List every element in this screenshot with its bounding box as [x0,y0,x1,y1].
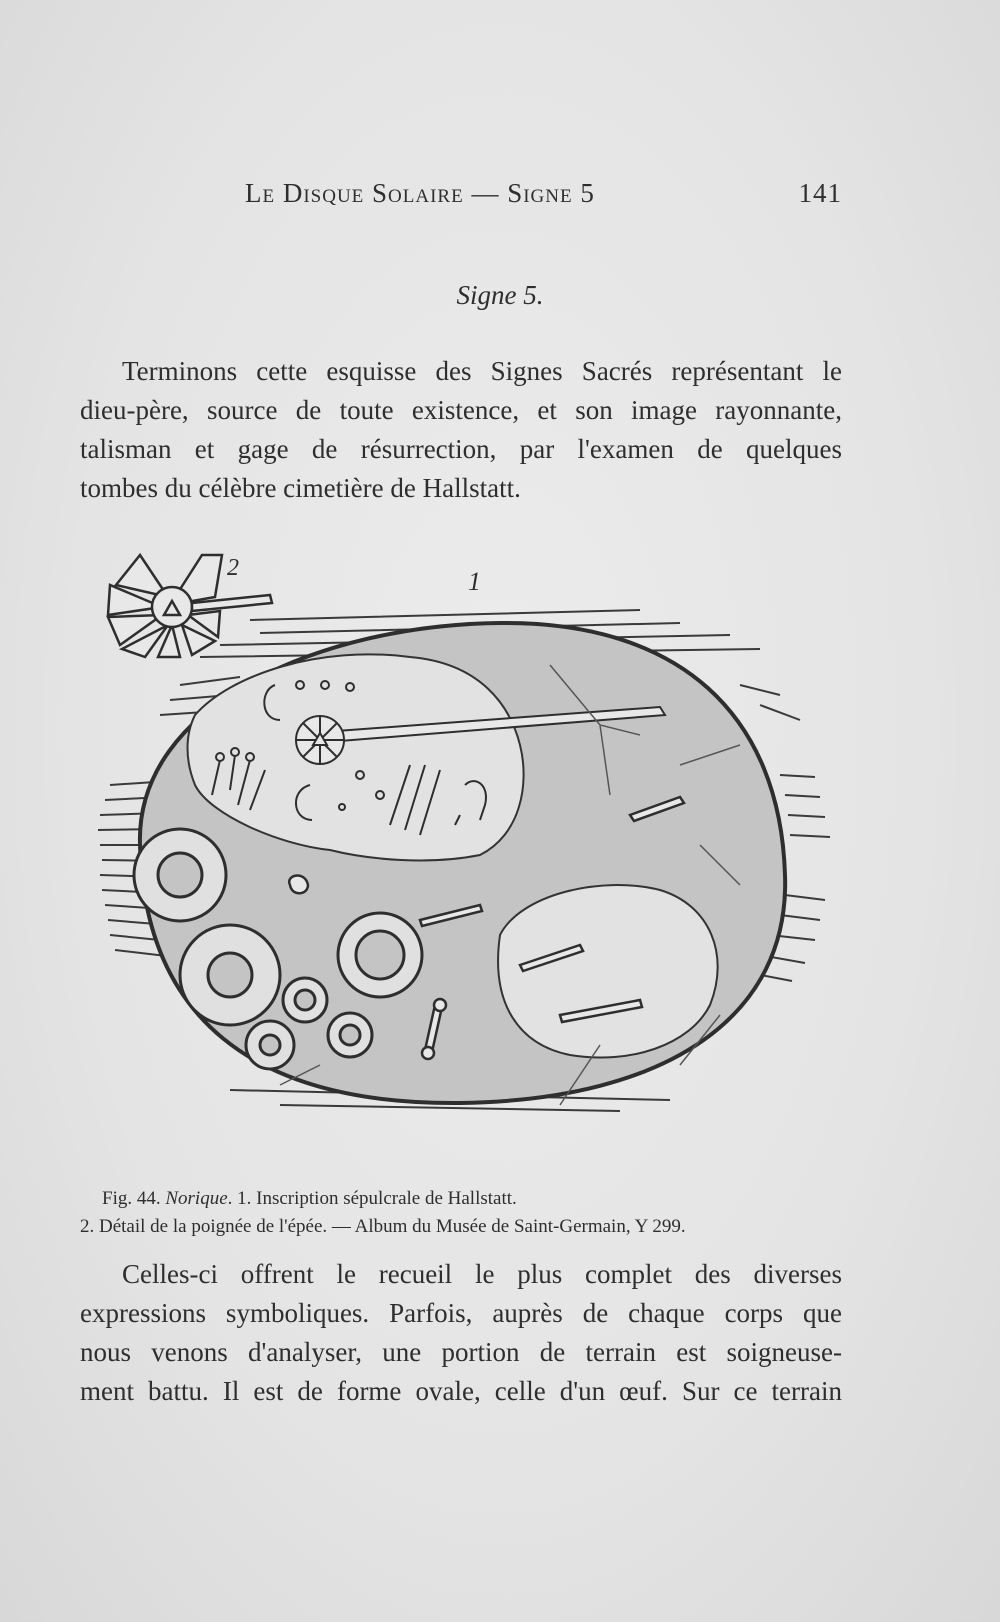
lower-patch [498,885,718,1058]
text-line: Terminons cette esquisse des Signes Sacrés représentant le [122,356,842,386]
text-line: talisman et gage de résurrection, par l'examen de quelques [80,434,842,464]
figure-label-1: 1 [468,567,481,596]
text-line: expressions symboliques. Parfois, auprès de chaque corps que [80,1298,842,1328]
sun-disc-hilt [296,716,344,764]
paragraph-continuation [80,1255,842,1411]
caption-line-2: 2. Détail de la poignée de l'épée. — Album du Musée de Saint-Germain, Y 299. [80,1216,686,1237]
running-title: Le Disque Solaire — Signe 5 [245,178,595,208]
running-head [80,178,842,218]
caption-fig-number: Fig. 44. [102,1188,166,1209]
page-number: 141 [798,178,842,208]
section-title: Signe 5. [456,280,544,310]
figure-label-2: 2 [227,555,239,581]
tomb-illustration [80,545,850,1160]
sword-pommel-detail [108,555,272,657]
text-line: tombes du célèbre cimetière de Hallstatt. [80,473,521,503]
figure-caption [80,1185,842,1241]
text-line: nous venons d'analyser, une portion de terrain est soigneuse- [80,1337,842,1367]
text-line: dieu-père, source de toute existence, et son image rayonnante, [80,395,842,425]
caption-region: Norique [165,1188,228,1209]
caption-title: . 1. Inscription sépulcrale de Hallstatt. [227,1188,517,1209]
text-line: Celles-ci offrent le recueil le plus complet des diverses [122,1259,842,1289]
text-line: ment battu. Il est de forme ovale, celle d'un œuf. Sur ce terrain [80,1376,842,1406]
paragraph-intro [80,352,842,508]
caption-line-1 [80,1185,842,1213]
